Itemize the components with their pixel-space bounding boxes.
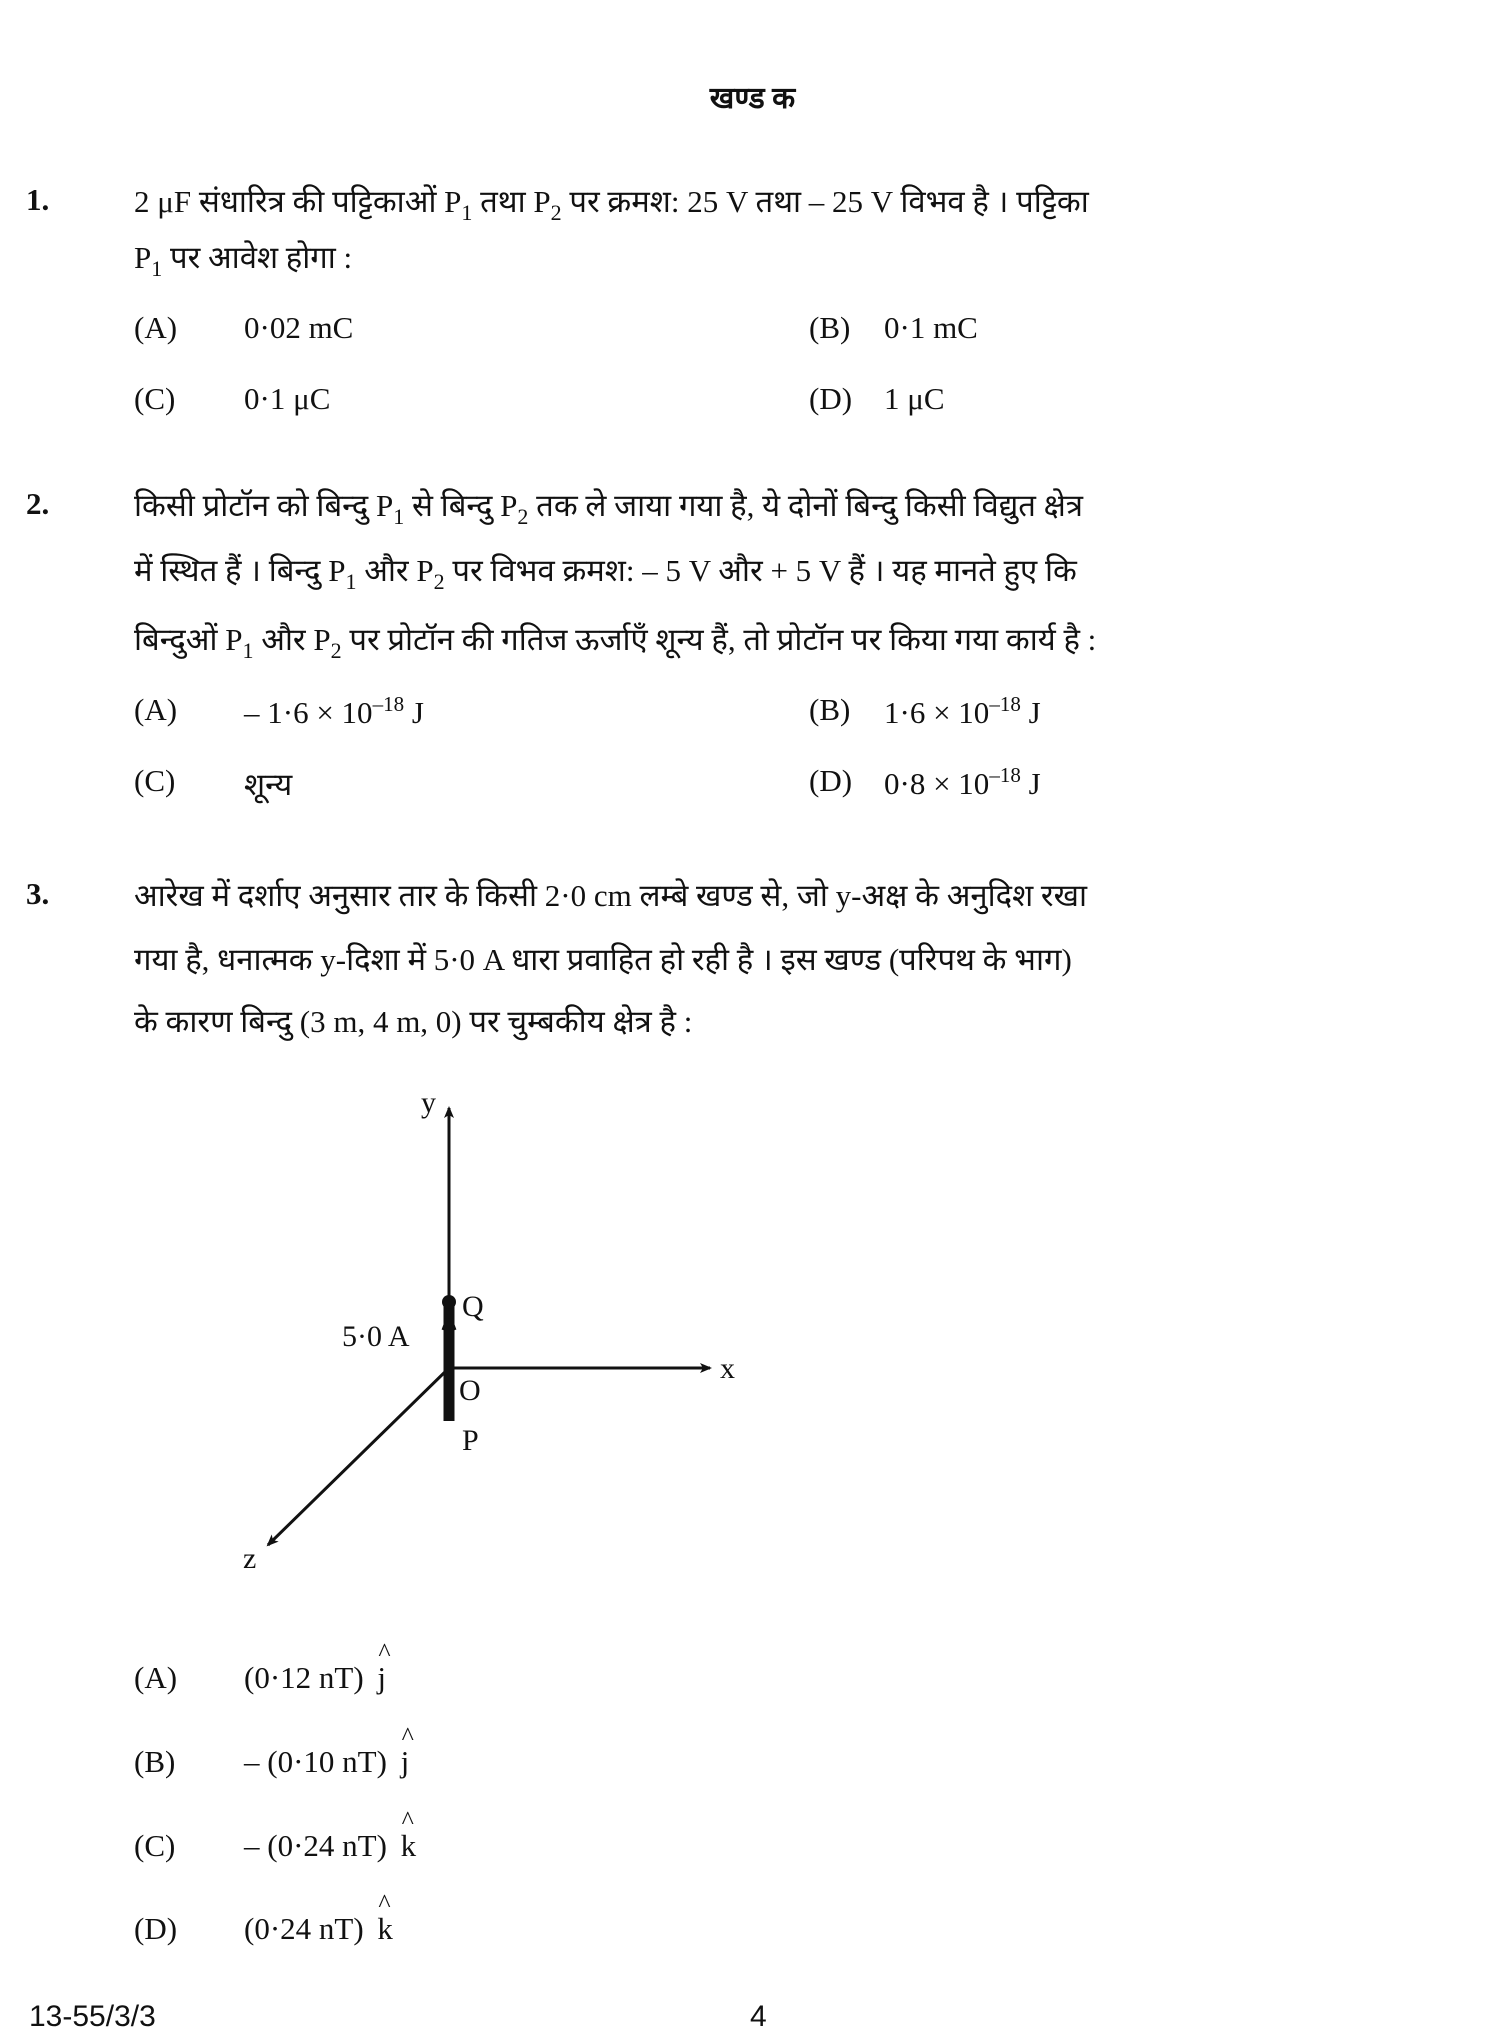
question-2-number: 2. bbox=[26, 486, 50, 521]
q2-option-a: – $1\cdot 6 \times 10^{-18}$ J bbox=[244, 692, 424, 730]
q2-option-a-label: (A) bbox=[134, 692, 178, 727]
q3-option-b-label: (B) bbox=[134, 1744, 176, 1779]
unit-vector-k: ^ k bbox=[377, 1911, 393, 1947]
unit-vector-k: ^ k bbox=[401, 1828, 417, 1864]
q3-option-d-label: (D) bbox=[134, 1911, 178, 1946]
q3-option-c-label: (C) bbox=[134, 1828, 176, 1863]
q3-option-c: – (0·24 nT) ^ k bbox=[244, 1828, 416, 1864]
z-axis bbox=[268, 1368, 449, 1545]
question-2-line-2: में स्थित हैं । बिन्दु $P_1$ और $P_2$ पर विभव क्रमश: – 5 V और + 5 V हैं । यह मानते हुए कि bbox=[134, 553, 1077, 594]
q3-option-b: – (0·10 nT) ^ j bbox=[244, 1744, 409, 1780]
q1-option-a-label: (A) bbox=[134, 310, 178, 345]
q1-option-b: 0·1 mC bbox=[884, 310, 978, 345]
question-1-number: 1. bbox=[26, 182, 50, 217]
paper-code: 13-55/3/3 bbox=[29, 2000, 156, 2033]
q2-option-b: $1\cdot 6 \times 10^{-18}$ J bbox=[884, 692, 1041, 730]
question-1-line-2: $P_1$ पर आवेश होगा : bbox=[134, 240, 353, 281]
q1-option-a: 0·02 mC bbox=[244, 310, 354, 345]
q2-option-d-label: (D) bbox=[809, 763, 853, 798]
q1-option-d: 1 μC bbox=[884, 381, 945, 416]
x-axis-label: x bbox=[720, 1352, 735, 1385]
question-3-line-3: के कारण बिन्दु (3 m, 4 m, 0) पर चुम्बकीय क्षेत्र है : bbox=[134, 1004, 693, 1039]
y-axis-label: y bbox=[421, 1086, 436, 1119]
page-number: 4 bbox=[750, 2000, 767, 2033]
point-o-label: O bbox=[459, 1374, 481, 1407]
question-3-line-2: गया है, धनात्मक y-दिशा में 5·0 A धारा प्रवाहित हो रही है । इस खण्ड (परिपथ के भाग) bbox=[134, 942, 1072, 977]
z-axis-label: z bbox=[243, 1542, 257, 1575]
question-1-line-1: 2 μF संधारित्र की पट्टिकाओं $P_1$ तथा $P_2$ पर क्रमश: 25 V तथा – 25 V विभव है । पट्टिका bbox=[134, 184, 1089, 225]
q1-option-b-label: (B) bbox=[809, 310, 851, 345]
q2-option-c-label: (C) bbox=[134, 763, 176, 798]
point-q-dot bbox=[442, 1295, 456, 1309]
question-3-number: 3. bbox=[26, 876, 50, 911]
q3-option-d: (0·24 nT) ^ k bbox=[244, 1911, 393, 1947]
unit-vector-j: ^ j bbox=[401, 1744, 410, 1780]
q2-option-d: $0\cdot 8 \times 10^{-18}$ J bbox=[884, 763, 1041, 801]
q3-option-a: (0·12 nT) ^ j bbox=[244, 1660, 386, 1696]
q2-option-b-label: (B) bbox=[809, 692, 851, 727]
section-title: खण्ड क bbox=[709, 82, 796, 115]
question-3-line-1: आरेख में दर्शाए अनुसार तार के किसी 2·0 cm लम्बे खण्ड से, जो y-अक्ष के अनुदिश रखा bbox=[134, 878, 1087, 913]
q2-option-c: शून्य bbox=[244, 767, 293, 802]
question-2-line-1: किसी प्रोटॉन को बिन्दु $P_1$ से बिन्दु $P_2$ तक ले जाया गया है, ये दोनों बिन्दु किसी विद्युत क्षेत्र bbox=[134, 488, 1083, 529]
unit-vector-j: ^ j bbox=[377, 1660, 386, 1696]
question-2-line-3: बिन्दुओं $P_1$ और $P_2$ पर प्रोटॉन की गतिज ऊर्जाएँ शून्य हैं, तो प्रोटॉन पर किया गया कार्य है : bbox=[134, 622, 1097, 663]
q1-option-d-label: (D) bbox=[809, 381, 853, 416]
current-label: 5·0 A bbox=[342, 1320, 410, 1353]
q1-option-c: 0·1 μC bbox=[244, 381, 331, 416]
q3-option-a-label: (A) bbox=[134, 1660, 178, 1695]
point-p-label: P bbox=[462, 1424, 479, 1457]
point-q-label: Q bbox=[462, 1290, 484, 1323]
q1-option-c-label: (C) bbox=[134, 381, 176, 416]
